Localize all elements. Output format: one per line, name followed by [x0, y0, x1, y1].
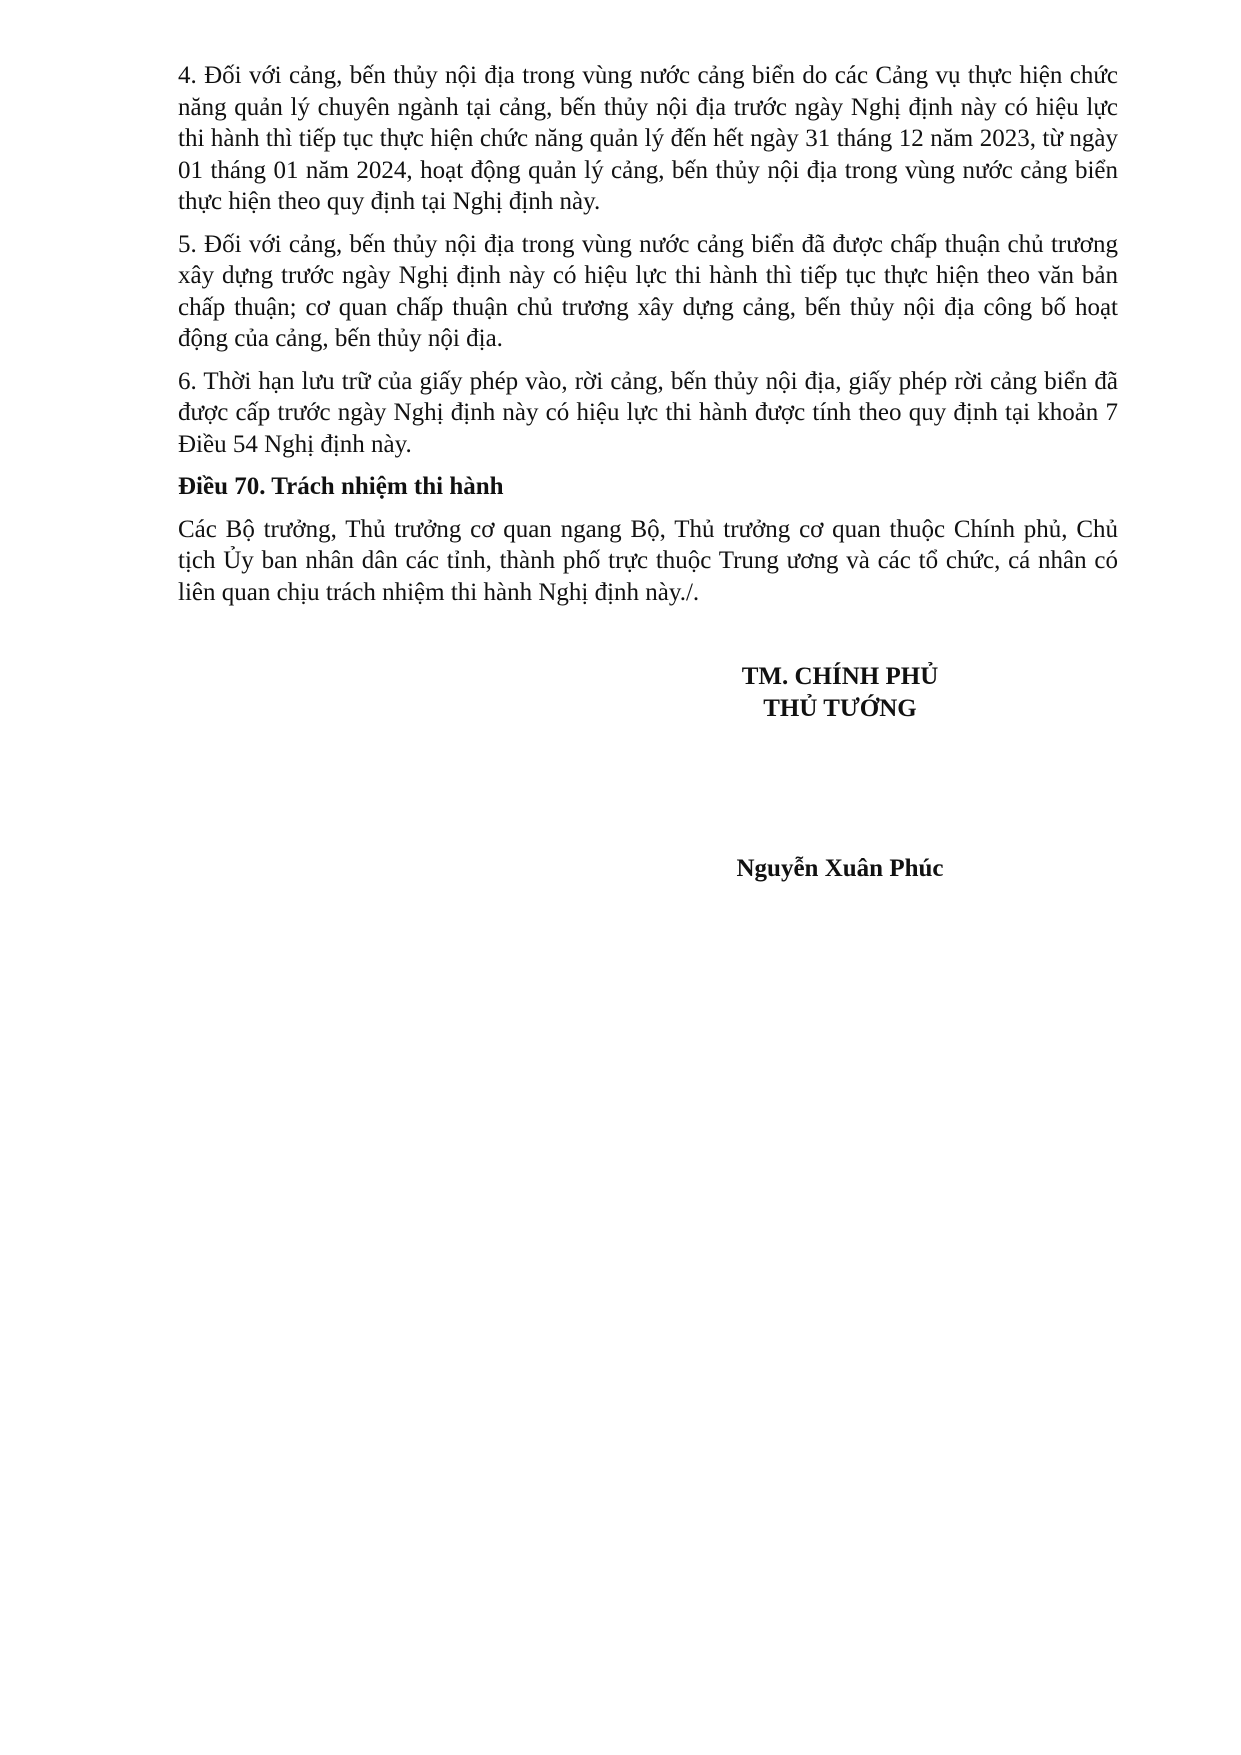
- signature-title-line2: THỦ TƯỚNG: [763, 695, 917, 722]
- clause-5: 5. Đối với cảng, bến thủy nội địa trong vùng nước cảng biển đã được chấp thuận chủ trương xây dựng trước ngày Nghị định này có hiệu lực thi hành thì tiếp tục thực hiện theo văn bản chấp thuận; cơ quan chấp thuận chủ trương xây dựng cảng, bến thủy nội địa công bố hoạt động của cảng, bến thủy nội địa.: [178, 230, 1118, 352]
- clause-6: 6. Thời hạn lưu trữ của giấy phép vào, rời cảng, bến thủy nội địa, giấy phép rời cảng biển đã được cấp trước ngày Nghị định này có hiệu lực thi hành được tính theo quy định tại khoản 7 Điều 54 Nghị định này.: [178, 367, 1118, 458]
- article-70-heading: Điều 70. Trách nhiệm thi hành: [178, 473, 504, 500]
- clause-4: 4. Đối với cảng, bến thủy nội địa trong vùng nước cảng biển do các Cảng vụ thực hiện chức năng quản lý chuyên ngành tại cảng, bến thủy nội địa trước ngày Nghị định này có hiệu lực thi hành thì tiếp tục thực hiện chức năng quản lý đến hết ngày 31 tháng 12 năm 2023, từ ngày 01 tháng 01 năm 2024, hoạt động quản lý cảng, bến thủy nội địa trong vùng nước cảng biển thực hiện theo quy định tại Nghị định này.: [178, 62, 1118, 215]
- document-body: [178, 60, 1118, 619]
- signer-name: Nguyễn Xuân Phúc: [736, 855, 944, 882]
- signature-title-line1: TM. CHÍNH PHỦ: [741, 663, 939, 690]
- signature-block: [700, 661, 980, 725]
- article-70-body: Các Bộ trưởng, Thủ trưởng cơ quan ngang Bộ, Thủ trưởng cơ quan thuộc Chính phủ, Chủ tịch Ủy ban nhân dân các tỉnh, thành phố trực thuộc Trung ương và các tổ chức, cá nhân có liên quan chịu trách nhiệm thi hành Nghị định này./.: [178, 515, 1118, 606]
